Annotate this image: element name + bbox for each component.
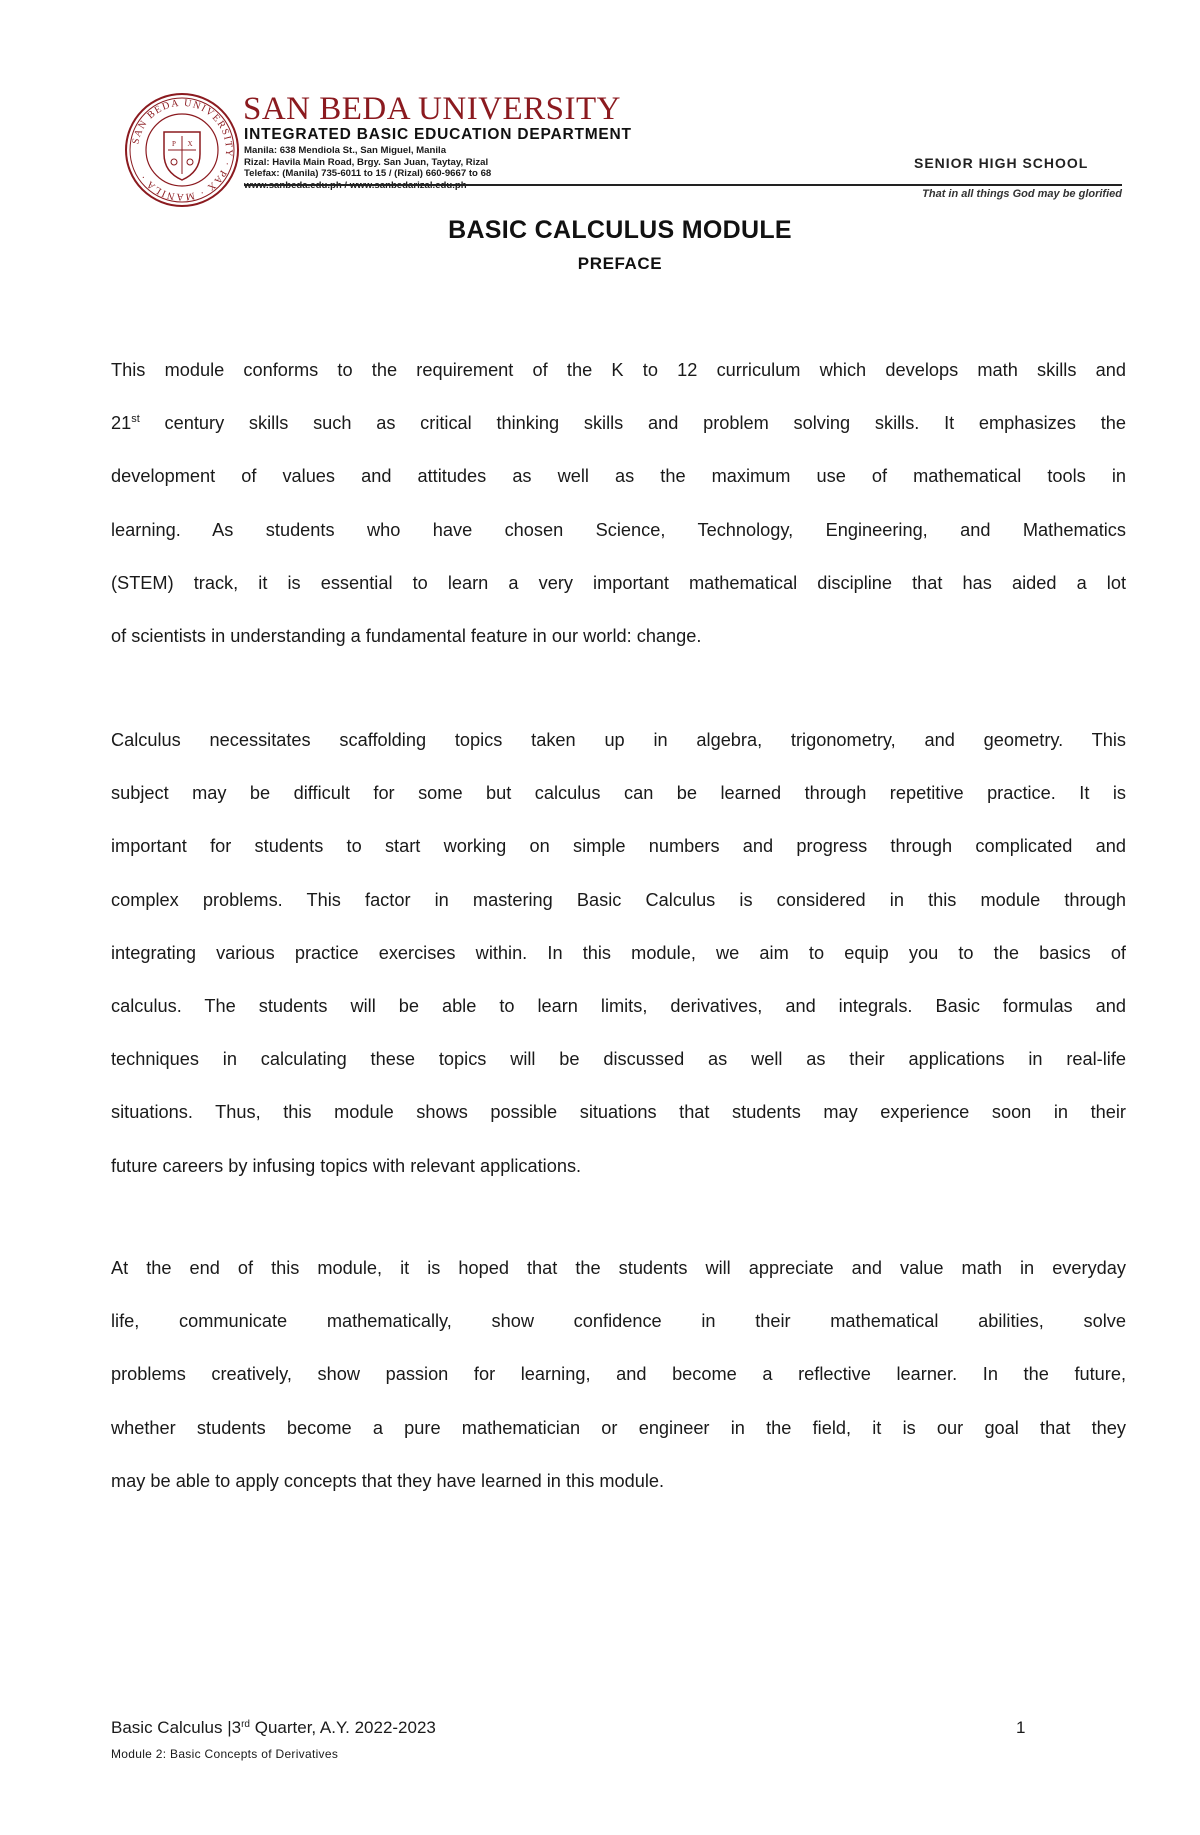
text-line: may be able to apply concepts that they have learned in this module. (111, 1470, 665, 1491)
svg-text:P: P (172, 140, 176, 148)
footer-course (111, 1718, 436, 1738)
text-line: calculus. The students will be able to learn limits, derivatives, and integrals. Basic formulas and (111, 995, 1126, 1016)
text-line: integrating various practice exercises within. In this module, we aim to equip you to the basics of (111, 942, 1126, 963)
text-line: (STEM) track, it is essential to learn a very important mathematical discipline that has aided a lot (111, 572, 1126, 593)
footer-course-label: Basic Calculus |3 (111, 1718, 242, 1737)
university-seal-logo (124, 92, 240, 208)
text-line: This module conforms to the requirement of the K to 12 curriculum which develops math skills and (111, 360, 1126, 380)
header-divider (244, 184, 1122, 186)
school-level: SENIOR HIGH SCHOOL (914, 155, 1089, 171)
department-name: INTEGRATED BASIC EDUCATION DEPARTMENT (244, 126, 632, 143)
text-line: techniques in calculating these topics will be discussed as well as their applications in real-life (111, 1049, 1126, 1070)
text-line: complex problems. This factor in mastering Basic Calculus is considered in this module through (111, 889, 1126, 910)
university-name: SAN BEDA UNIVERSITY (243, 91, 622, 127)
text-line: life, communicate mathematically, show confidence in their mathematical abilities, solve (111, 1311, 1126, 1332)
text-line: learning. As students who have chosen Science, Technology, Engineering, and Mathematics (111, 519, 1126, 540)
text-line: Calculus necessitates scaffolding topics taken up in algebra, trigonometry, and geometry. This (111, 730, 1126, 750)
text-line: important for students to start working on simple numbers and progress through complicated and (111, 836, 1126, 857)
svg-text:X: X (187, 140, 193, 148)
address-line: Telefax: (Manila) 735-6011 to 15 / (Rizal) 660-9667 to 68 (244, 168, 492, 180)
motto: That in all things God may be glorified (922, 188, 1122, 200)
paragraph (111, 344, 1126, 663)
text-line: future careers by infusing topics with relevant applications. (111, 1155, 582, 1176)
paragraph (111, 714, 1126, 1193)
text-line: situations. Thus, this module shows possible situations that students may experience soon in their (111, 1102, 1126, 1123)
text-line: At the end of this module, it is hoped that the students will appreciate and value math in everyday (111, 1258, 1126, 1278)
address-line: Rizal: Havila Main Road, Brgy. San Juan, Taytay, Rizal (244, 156, 489, 168)
text-line: of scientists in understanding a fundamental feature in our world: change. (111, 625, 702, 646)
page-number: 1 (1016, 1718, 1026, 1737)
text-line: development of values and attitudes as well as the maximum use of mathematical tools in (111, 466, 1126, 487)
module-name: Module 2: Basic Concepts of Derivatives (111, 1747, 339, 1761)
footer-quarter-year: Quarter, A.Y. 2022-2023 (250, 1718, 436, 1737)
text-line (111, 397, 1126, 450)
section-subtitle: PREFACE (577, 254, 663, 273)
page-title: BASIC CALCULUS MODULE (448, 216, 792, 244)
text-line-rest: century skills such as critical thinking skills and problem solving skills. It emphasizes the (164, 413, 1126, 434)
ordinal-suffix: st (131, 413, 140, 426)
text-line: problems creatively, show passion for learning, and become a reflective learner. In the future, (111, 1364, 1126, 1385)
ordinal-number: 21 (111, 413, 132, 434)
footer-quarter-suffix: rd (241, 1719, 250, 1730)
text-line: subject may be difficult for some but calculus can be learned through repetitive practice. It is (111, 783, 1126, 804)
address-line: Manila: 638 Mendiola St., San Miguel, Manila (244, 145, 447, 156)
svg-text:SAN BEDA UNIVERSITY · PAX · MA: SAN BEDA UNIVERSITY · PAX · MANILA · (130, 97, 235, 203)
paragraph (111, 1242, 1126, 1508)
text-line: whether students become a pure mathematician or engineer in the field, it is our goal that they (111, 1417, 1126, 1438)
